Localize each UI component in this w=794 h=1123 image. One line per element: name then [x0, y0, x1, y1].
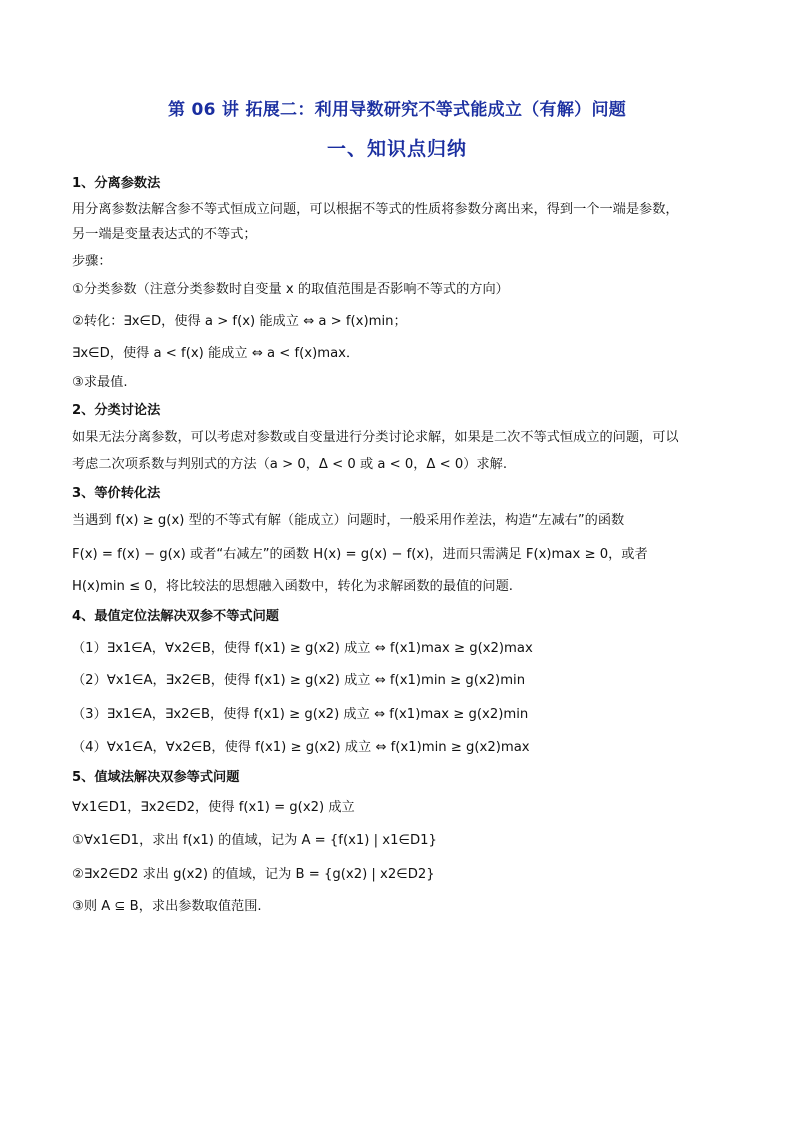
paragraph: 另一端是变量表达式的不等式； [72, 227, 257, 242]
case-item: （3）∃x1∈A，∃x2∈B，使得 f(x1) ≥ g(x2) 成立 ⇔ f(x1)max ≥ g(x2)min [72, 707, 529, 722]
lecture-title: 第 06 讲 拓展二：利用导数研究不等式能成立（有解）问题 [167, 100, 627, 120]
step-item: ①∀x1∈D1，求出 f(x1) 的值域，记为 A = {f(x1) | x1∈D1} [72, 833, 437, 848]
heading-equivalent-transformation: 3、等价转化法 [72, 486, 161, 501]
paragraph: F(x) = f(x) − g(x) 或者“右减左”的函数 H(x) = g(x) − f(x)，进而只需满足 F(x)max ≥ 0，或者 [72, 547, 648, 562]
paragraph: H(x)min ≤ 0，将比较法的思想融入函数中，转化为求解函数的最值的问题. [72, 579, 513, 594]
step-item: ③则 A ⊆ B，求出参数取值范围. [72, 899, 262, 914]
paragraph: 当遇到 f(x) ≥ g(x) 型的不等式有解（能成立）问题时，一般采用作差法，构造“左减右”的函数 [72, 513, 625, 528]
heading-case-discussion: 2、分类讨论法 [72, 403, 161, 418]
step-item: ①分类参数（注意分类参数时自变量 x 的取值范围是否影响不等式的方向） [72, 282, 509, 297]
case-item: （1）∃x1∈A，∀x2∈B，使得 f(x1) ≥ g(x2) 成立 ⇔ f(x1)max ≥ g(x2)max [72, 641, 533, 656]
heading-extreme-value-method: 4、最值定位法解决双参不等式问题 [72, 609, 279, 624]
step-item: ②∃x2∈D2 求出 g(x2) 的值域，记为 B = {g(x2) | x2∈D2} [72, 867, 435, 882]
step-item: ∃x∈D，使得 a < f(x) 能成立 ⇔ a < f(x)max． [72, 346, 360, 361]
paragraph: ∀x1∈D1，∃x2∈D2，使得 f(x1) = g(x2) 成立 [72, 800, 355, 815]
steps-label: 步骤： [72, 254, 112, 269]
paragraph: 用分离参数法解含参不等式恒成立问题，可以根据不等式的性质将参数分离出来，得到一个一端是参数， [72, 202, 679, 217]
step-item: ③求最值. [72, 375, 128, 390]
section-heading: 一、知识点归纳 [326, 138, 467, 160]
paragraph: 考虑二次项系数与判别式的方法（a > 0，Δ < 0 或 a < 0，Δ < 0）求解. [72, 457, 508, 472]
heading-range-method: 5、值域法解决双参等式问题 [72, 770, 240, 785]
case-item: （2）∀x1∈A，∃x2∈B，使得 f(x1) ≥ g(x2) 成立 ⇔ f(x1)min ≥ g(x2)min [72, 673, 526, 688]
step-item: ②转化：∃x∈D，使得 a > f(x) 能成立 ⇔ a > f(x)min； [72, 314, 407, 329]
heading-separation-method: 1、分离参数法 [72, 176, 161, 191]
paragraph: 如果无法分离参数，可以考虑对参数或自变量进行分类讨论求解，如果是二次不等式恒成立的问题，可以 [72, 430, 679, 445]
case-item: （4）∀x1∈A，∀x2∈B，使得 f(x1) ≥ g(x2) 成立 ⇔ f(x1)min ≥ g(x2)max [72, 740, 530, 755]
